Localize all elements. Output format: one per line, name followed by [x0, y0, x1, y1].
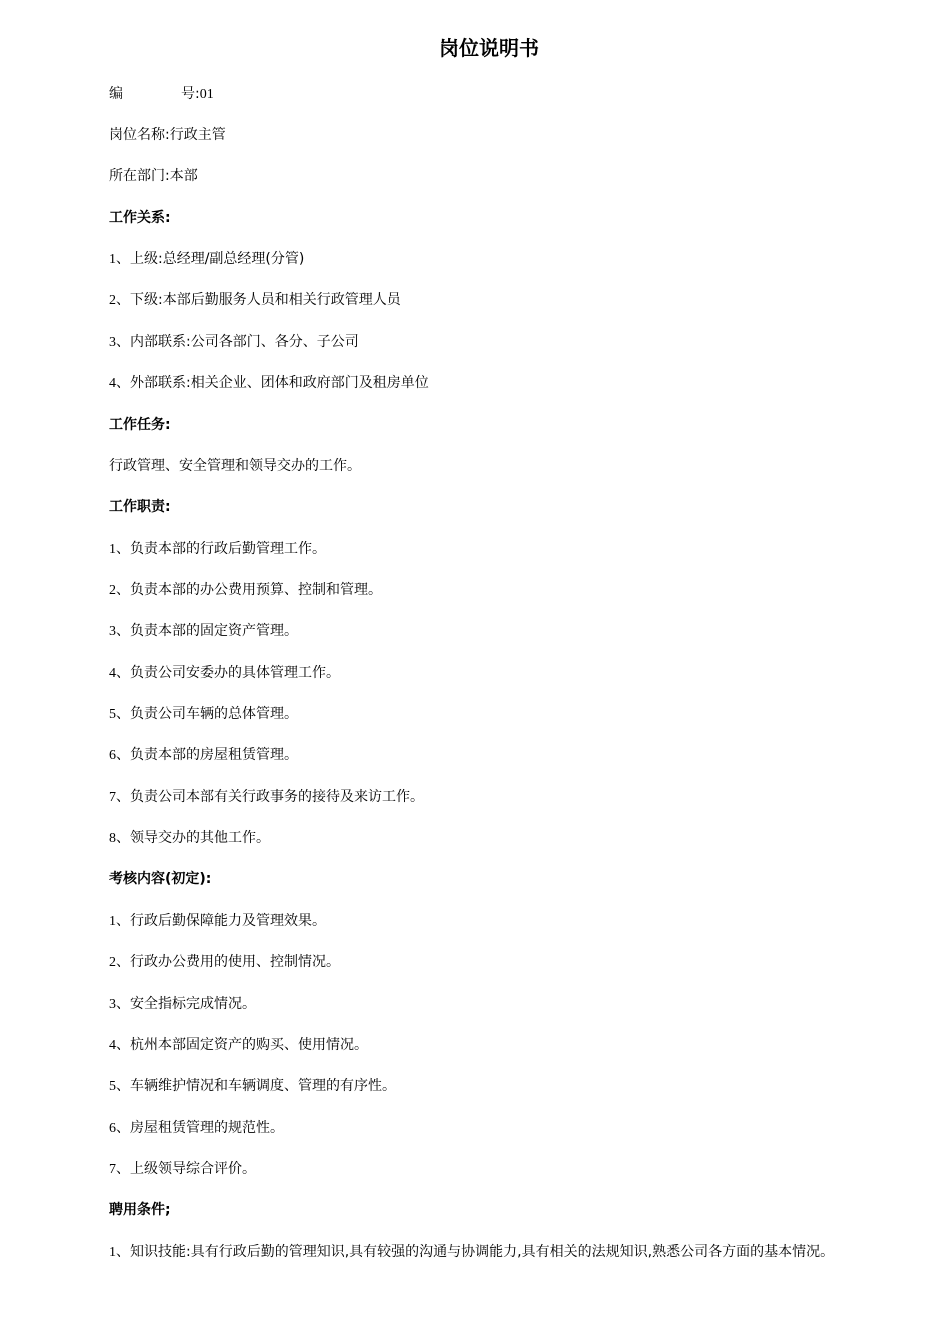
item-text: 、安全指标完成情况。 [116, 996, 256, 1012]
item-number: 5 [109, 1079, 116, 1094]
item-text: 、上级:总经理/副总经理(分管) [116, 251, 305, 267]
item-number: 7 [109, 1162, 116, 1177]
item-number: 6 [109, 748, 116, 763]
item-number: 2 [109, 955, 116, 970]
item-number: 5 [109, 707, 116, 722]
serial-label-left: 编 [109, 86, 123, 102]
item-text: 、知识技能:具有行政后勤的管理知识,具有较强的沟通与协调能力,具有相关的法规知识,熟悉公司各方面的基本情况。 [116, 1244, 835, 1260]
relations-item [109, 332, 359, 353]
item-number: 2 [109, 583, 116, 598]
serial-colon: : [195, 86, 200, 102]
item-number: 2 [109, 293, 116, 308]
serial-number-row [109, 84, 214, 105]
position-name-label: 岗位名称 [109, 127, 165, 143]
item-text: 、领导交办的其他工作。 [116, 830, 270, 846]
item-text: 、外部联系:相关企业、团体和政府部门及租房单位 [116, 375, 429, 391]
item-number: 4 [109, 1038, 116, 1053]
item-number: 1 [109, 252, 116, 267]
assessment-item [109, 952, 340, 973]
item-text: 、内部联系:公司各部门、各分、子公司 [116, 334, 359, 350]
item-text: 、房屋租赁管理的规范性。 [116, 1120, 284, 1136]
duties-item [109, 663, 340, 684]
item-number: 4 [109, 376, 116, 391]
duties-item [109, 621, 298, 642]
relations-heading: 工作关系: [109, 210, 171, 226]
assessment-item [109, 1035, 368, 1056]
duties-item [109, 704, 298, 725]
item-number: 3 [109, 335, 116, 350]
item-text: 、行政办公费用的使用、控制情况。 [116, 954, 340, 970]
item-number: 3 [109, 624, 116, 639]
duties-item [109, 787, 424, 808]
assessment-heading: 考核内容(初定): [109, 871, 212, 887]
duties-heading: 工作职责: [109, 499, 171, 515]
department-row [109, 166, 198, 186]
item-text: 、负责本部的房屋租赁管理。 [116, 747, 298, 763]
item-text: 、上级领导综合评价。 [116, 1161, 256, 1177]
item-number: 1 [109, 914, 116, 929]
serial-value: 01 [199, 87, 214, 102]
duties-item [109, 580, 382, 601]
relations-item [109, 290, 401, 311]
department-value: 本部 [169, 168, 198, 184]
serial-label-right: 号 [181, 86, 195, 102]
tasks-heading: 工作任务: [109, 417, 171, 433]
item-text: 、负责本部的办公费用预算、控制和管理。 [116, 582, 382, 598]
item-text: 、下级:本部后勤服务人员和相关行政管理人员 [116, 292, 401, 308]
item-text: 、杭州本部固定资产的购买、使用情况。 [116, 1037, 368, 1053]
department-colon: : [165, 168, 170, 184]
item-text: 、车辆维护情况和车辆调度、管理的有序性。 [116, 1078, 396, 1094]
assessment-item [109, 1159, 256, 1180]
item-text: 、负责本部的固定资产管理。 [116, 623, 298, 639]
assessment-item [109, 994, 256, 1015]
item-number: 3 [109, 997, 116, 1012]
item-text: 、负责公司安委办的具体管理工作。 [116, 665, 340, 681]
position-name-row [109, 125, 226, 145]
tasks-text: 行政管理、安全管理和领导交办的工作。 [109, 458, 361, 474]
assessment-item [109, 1076, 396, 1097]
item-text: 、行政后勤保障能力及管理效果。 [116, 913, 326, 929]
item-number: 1 [109, 542, 116, 557]
hiring-item [80, 1242, 870, 1263]
relations-item [109, 373, 429, 394]
duties-item [109, 539, 326, 560]
duties-item [109, 745, 298, 766]
item-number: 6 [109, 1121, 116, 1136]
item-text: 、负责公司本部有关行政事务的接待及来访工作。 [116, 789, 424, 805]
item-number: 1 [109, 1245, 116, 1260]
department-label: 所在部门 [109, 168, 165, 184]
position-name-value: 行政主管 [169, 127, 226, 143]
relations-item [109, 249, 304, 270]
item-number: 4 [109, 666, 116, 681]
item-number: 7 [109, 790, 116, 805]
position-name-colon: : [165, 127, 170, 143]
assessment-item [109, 1118, 284, 1139]
assessment-item [109, 911, 326, 932]
item-number: 8 [109, 831, 116, 846]
hiring-heading: 聘用条件; [109, 1202, 171, 1218]
item-text: 、负责本部的行政后勤管理工作。 [116, 541, 326, 557]
document-title: 岗位说明书 [439, 36, 539, 60]
item-text: 、负责公司车辆的总体管理。 [116, 706, 298, 722]
duties-item [109, 828, 270, 849]
